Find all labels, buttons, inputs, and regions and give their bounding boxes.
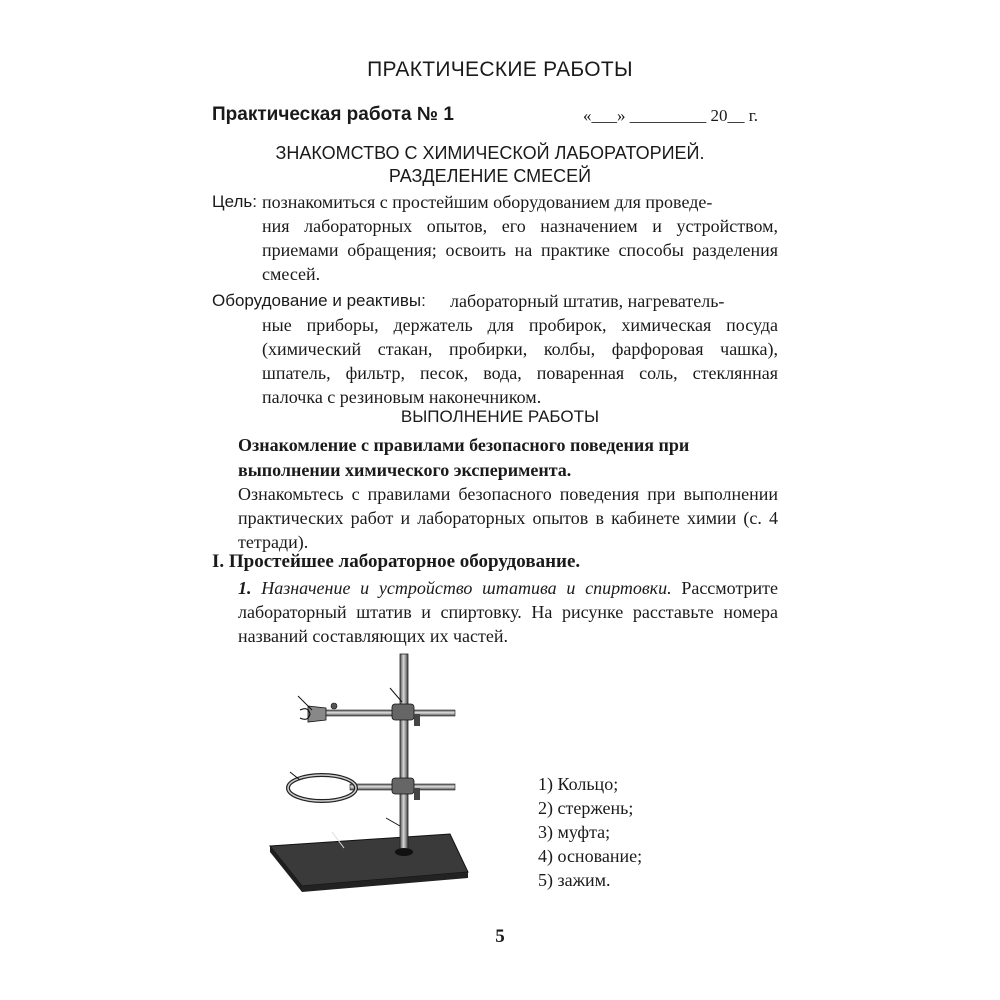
ring-clamp — [288, 772, 455, 826]
task-1 — [238, 576, 778, 648]
section-title: ВЫПОЛНЕНИЕ РАБОТЫ — [400, 407, 600, 426]
page-title: ПРАКТИЧЕСКИЕ РАБОТЫ — [367, 58, 633, 81]
legend-item: 1) Кольцо; — [538, 774, 619, 794]
legend-item: 4) основание; — [538, 846, 643, 866]
equipment-label: Оборудование и реактивы: — [212, 291, 426, 310]
rod-foot — [395, 848, 413, 856]
legend-item: 3) муфта; — [538, 822, 611, 842]
topic-line-1: ЗНАКОМСТВО С ХИМИЧЕСКОЙ ЛАБОРАТОРИЕЙ. — [275, 143, 705, 163]
task-italic: Назначение и устройство штатива и спиртовки. — [261, 578, 672, 598]
topic-line-2: РАЗДЕЛЕНИЕ СМЕСЕЙ — [388, 166, 592, 186]
stand-rod — [400, 654, 408, 854]
goal-label: Цель: — [212, 192, 257, 211]
part-title: I. Простейшее лабораторное оборудование. — [212, 551, 581, 572]
equipment-text: ные приборы, держатель для пробирок, химическая посуда (химический стакан, пробирки, колбы, фарфоровая чашка), шпатель, фильтр, песок, вода, поваренная соль, стеклянная палочка с резиновым наконечником. — [262, 315, 778, 407]
work-topic — [210, 142, 770, 188]
lab-stand-figure — [260, 648, 490, 898]
stand-base — [270, 834, 468, 892]
rules-title: Ознакомление с правилами безопасного поведения при выполнении химического эксперимента. — [238, 435, 690, 480]
goal-text: ния лабораторных опытов, его назначением и устройством, приемами обращения; освоить на практике способы разделения смесей. — [262, 216, 778, 284]
date-field: «___» _________ 20__ г. — [583, 106, 759, 125]
legend-item: 2) стержень; — [538, 798, 634, 818]
page-number: 5 — [495, 926, 505, 947]
legend-item: 5) зажим. — [538, 870, 611, 890]
task-text: Рассмотрите лабораторный штатив и спиртовку. На рисунке расставьте номера названий составляющих их частей. — [238, 578, 779, 646]
work-title: Практическая работа № 1 — [212, 104, 454, 125]
rules-text: Ознакомьтесь с правилами безопасного поведения при выполнении практических работ и лабораторных опытов в кабинете химии (с. 4 тетради). — [238, 484, 778, 552]
parts-legend — [538, 772, 642, 892]
equipment-line-1: лабораторный штатив, нагреватель- — [450, 291, 725, 311]
upper-clamp — [298, 688, 455, 726]
task-number: 1. — [238, 578, 252, 598]
goal-line-1: познакомиться с простейшим оборудованием для проведе- — [262, 192, 713, 212]
